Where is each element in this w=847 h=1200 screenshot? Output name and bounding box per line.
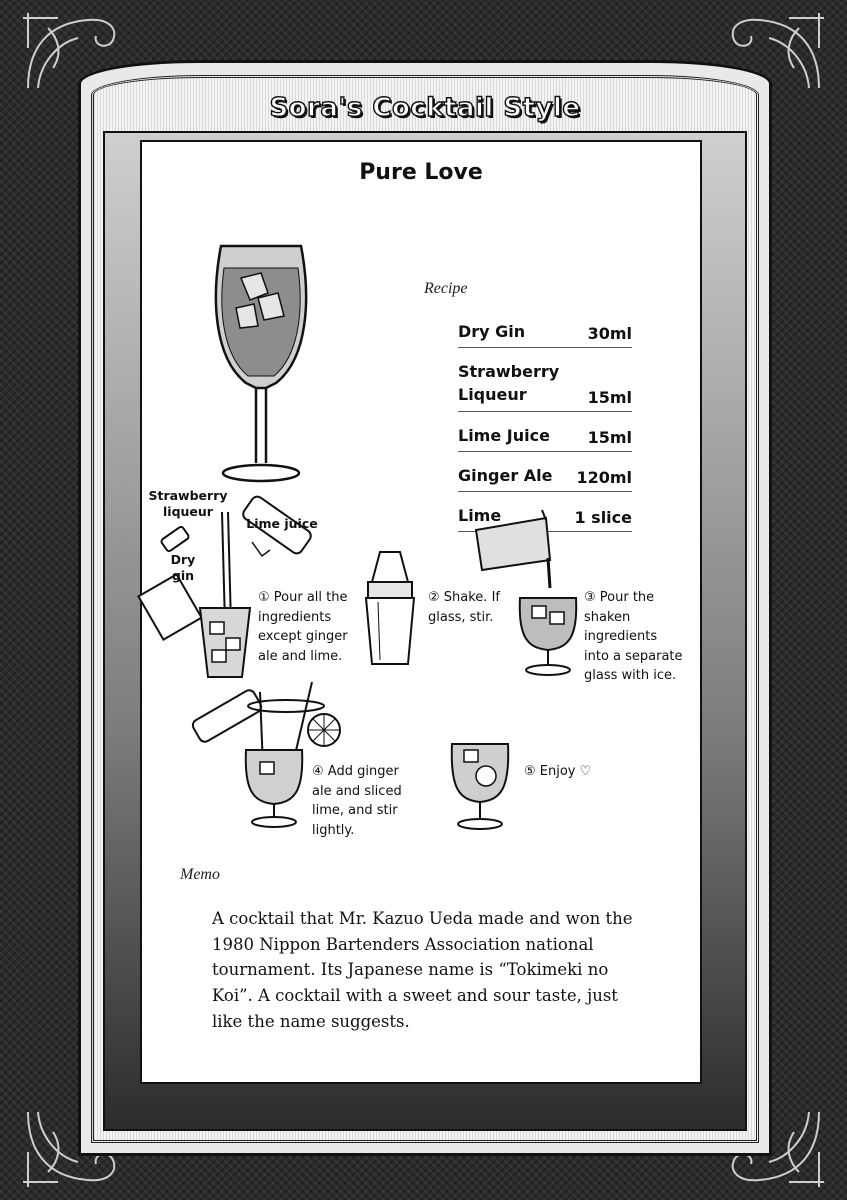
- wine-glass-illustration: [206, 238, 316, 498]
- ingredient-amount: 30ml: [587, 324, 632, 344]
- step-4-text: ④ Add ginger ale and sliced lime, and stir lightly.: [312, 764, 402, 838]
- ingredient-name: Ginger Ale: [458, 465, 553, 485]
- step2-shaker-illustration: [356, 542, 426, 672]
- step3-pour-illustration: [468, 508, 588, 678]
- cocktail-title: Pure Love: [359, 160, 483, 185]
- ingredient-row: [458, 422, 632, 452]
- step-3-text: ③ Pour the shaken ingredients into a separate glass with ice.: [584, 590, 683, 683]
- ingredient-amount: 15ml: [587, 387, 632, 407]
- memo-label: Memo: [180, 866, 220, 883]
- recipe-label: Recipe: [424, 280, 468, 297]
- step-2-text: ② Shake. If glass, stir.: [428, 590, 500, 625]
- step5-enjoy-illustration: [446, 738, 516, 832]
- lime-juice-label: Lime juice: [246, 516, 318, 531]
- ingredient-amount: 15ml: [587, 427, 632, 447]
- ingredient-row: [458, 318, 632, 348]
- ingredient-name: Lime Juice: [458, 425, 550, 445]
- memo-text: A cocktail that Mr. Kazuo Ueda made and won the 1980 Nippon Bartenders Association national tournament. Its Japanese name is “Tokimeki no Koi”. A cocktail with a sweet and sour taste, just like the name suggests.: [212, 909, 633, 1031]
- ingredient-name: Strawberry Liqueur: [458, 362, 560, 405]
- ingredient-amount: 1 slice: [574, 508, 632, 528]
- ingredient-row: [458, 462, 632, 492]
- ingredient-name: Dry Gin: [458, 322, 526, 341]
- ingredient-row: [458, 358, 632, 411]
- dry-gin-label: Dry gin: [170, 552, 196, 583]
- ingredient-amount: 120ml: [576, 467, 632, 487]
- step-1-text: ① Pour all the ingredients except ginger ale and lime.: [258, 590, 348, 664]
- ingredient-name: Lime: [458, 505, 502, 525]
- step-5-text: ⑤ Enjoy ♡: [524, 764, 592, 779]
- recipe-card: [140, 140, 702, 1084]
- strawberry-liqueur-label: Strawberry liqueur: [148, 488, 228, 519]
- header-title: Sora's Cocktail Style: [269, 93, 581, 123]
